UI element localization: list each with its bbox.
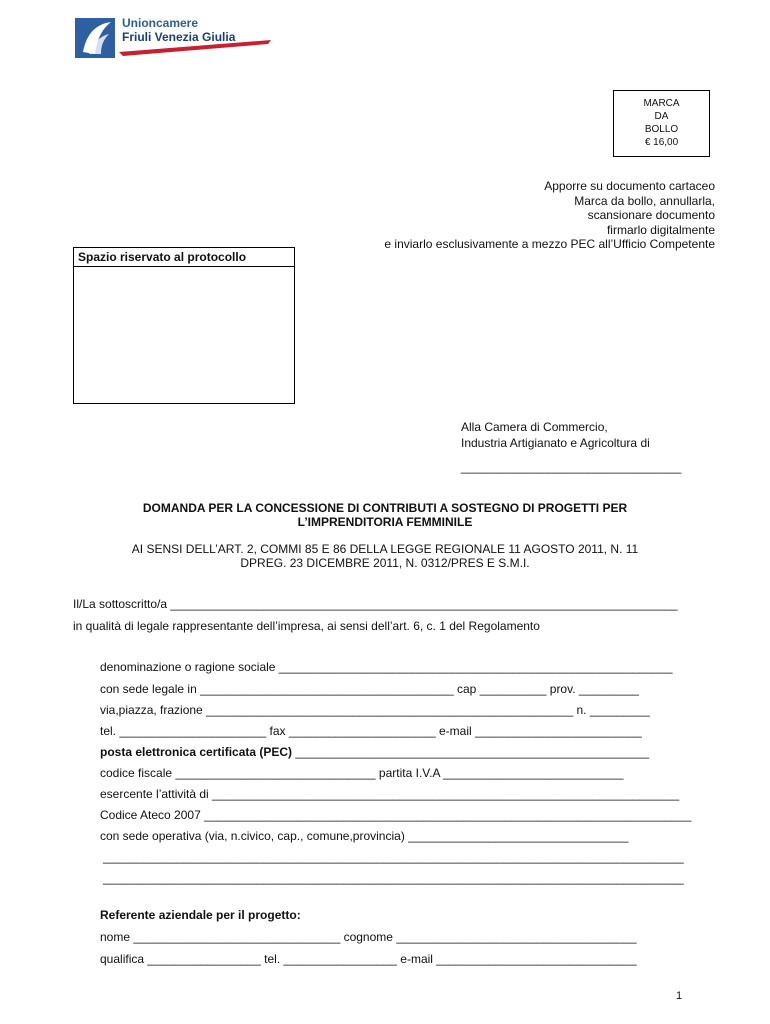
title-line1: DOMANDA PER LA CONCESSIONE DI CONTRIBUTI A SOSTEGNO DI PROGETTI PER [142,501,628,515]
document-title [0,501,770,529]
address-line2: Industria Artigianato e Agricoltura di [461,436,650,450]
protocol-box-title: Spazio riservato al protocollo [74,248,294,267]
sede-operativa-field[interactable]: con sede operativa (via, n.civico, cap., comune,provincia) _________________________________ [100,829,629,843]
logo-line2: Friuli Venezia Giulia [122,30,236,44]
legal-reference [0,542,770,570]
pec-line[interactable]: _____________________________________________________ [292,745,650,759]
referente-title: Referente aziendale per il progetto: [100,908,301,922]
bollo-line3: BOLLO [644,124,679,135]
pec-field[interactable] [100,745,649,759]
tel-fax-email-field[interactable]: tel. ______________________ fax ______________________ e-mail _________________________ [100,724,642,738]
denominazione-field[interactable]: denominazione o ragione sociale ___________________________________________________________ [100,660,673,674]
address-blank-line[interactable]: _________________________________ [461,460,682,474]
bollo-line2: DA [654,111,669,122]
sottoscritto-field[interactable]: Il/La sottoscritto/a ____________________________________________________________________________ [73,597,678,611]
instructions-line3: scansionare documento [587,208,715,222]
page-number: 1 [676,990,683,1002]
instructions-line5: e inviarlo esclusivamente a mezzo PEC all’Ufficio Competente [384,237,715,251]
instructions-line1: Apporre su documento cartaceo [544,179,715,193]
blank-line-1[interactable]: _______________________________________________________________________________________ [103,850,684,864]
recipient-address [461,419,650,451]
instructions [384,179,715,252]
marca-da-bollo-box [613,90,710,157]
blank-line-2[interactable]: _______________________________________________________________________________________ [103,871,684,885]
logo-line1: Unioncamere [122,16,199,30]
title-line4: DPREG. 23 DICEMBRE 2011, N. 0312/PRES E S.M.I. [240,556,530,570]
instructions-line4: firmarlo digitalmente [606,222,715,237]
attivita-field[interactable]: esercente l’attività di ______________________________________________________________________ [100,787,680,801]
referente-nome-field[interactable]: nome _______________________________ cognome ____________________________________ [100,930,637,944]
pec-label: posta elettronica certificata (PEC) [100,745,293,759]
title-line3: AI SENSI DELL’ART. 2, COMMI 85 E 86 DELLA LEGGE REGIONALE 11 AGOSTO 2011, N. 11 [131,542,639,556]
ateco-field[interactable]: Codice Ateco 2007 _________________________________________________________________________ [100,808,692,822]
bollo-line1: MARCA [643,98,680,109]
bollo-line4: € 16,00 [644,137,679,148]
qualita-statement: in qualità di legale rappresentante dell’impresa, ai sensi dell’art. 6, c. 1 del Regolamento [73,619,540,633]
address-line1: Alla Camera di Commercio, [461,420,608,434]
protocol-box [73,247,295,404]
title-line2: L’IMPRENDITORIA FEMMINILE [297,515,473,529]
instructions-line2: Marca da bollo, annullarla, [574,193,715,208]
via-field[interactable]: via,piazza, frazione _______________________________________________________ n. _________ [100,703,650,717]
codice-fiscale-field[interactable]: codice fiscale ______________________________ partita I.V.A ___________________________ [100,766,624,780]
referente-qualifica-field[interactable]: qualifica _________________ tel. _________________ e-mail ______________________________ [100,952,637,966]
sede-legale-field[interactable]: con sede legale in ______________________________________ cap __________ prov. _________ [100,682,639,696]
